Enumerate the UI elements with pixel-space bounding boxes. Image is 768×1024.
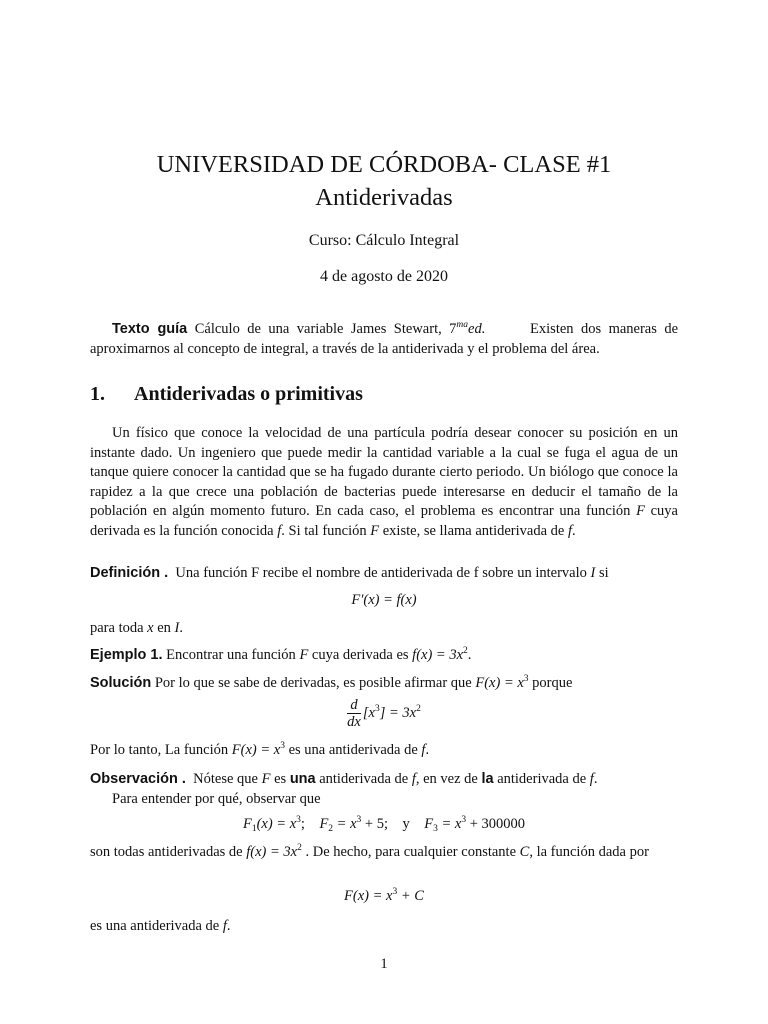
emphasis: una (289, 771, 316, 787)
text: son todas antiderivadas de (90, 844, 243, 860)
emphasis: la (481, 771, 494, 787)
edition-suffix: ed. (468, 321, 486, 337)
text: Por lo que se sabe de derivadas, es posible afirmar que (154, 675, 472, 691)
title-line-1: UNIVERSIDAD DE CÓRDOBA- CLASE #1 (156, 151, 612, 178)
var-f: f (222, 918, 227, 934)
text: es una antiderivada de (90, 918, 220, 934)
var-F: F (370, 522, 380, 539)
text: es (274, 771, 287, 787)
solution-conclusion (90, 741, 678, 761)
definition-text: si (599, 565, 609, 581)
intro-book: Cálculo de una variable James Stewart, 7 (194, 321, 457, 337)
math-expr: F (424, 816, 434, 832)
math-expr: F (319, 816, 329, 832)
exponent: 2 (297, 843, 302, 853)
text: y (402, 816, 410, 832)
definition-text: Una función F recibe el nombre de antiderivada de f sobre un intervalo (175, 565, 587, 581)
text: cuya derivada es (311, 647, 409, 663)
paragraph-text: cuya derivada es la función conocida (90, 503, 678, 539)
exponent: 3 (374, 703, 380, 714)
paragraph-text: . Si tal función (281, 522, 367, 539)
math-expr: + 5; (364, 816, 388, 832)
text: antiderivada de (319, 771, 409, 787)
var-f: f (421, 742, 426, 758)
text: Para entender por qué, observar que (112, 791, 321, 807)
text: . (593, 771, 598, 787)
text: para toda (90, 620, 144, 636)
var-f: f (411, 771, 416, 787)
exponent: 3 (461, 815, 467, 825)
exponent: 3 (356, 815, 362, 825)
exponent: 3 (523, 674, 529, 684)
intro-label: Texto guía (112, 321, 188, 337)
var-F: F (261, 771, 271, 787)
text: es una antiderivada de (288, 742, 418, 758)
var-F: F (636, 503, 645, 519)
date-line: 4 de agosto de 2020 (320, 268, 448, 285)
text: Nótese que (193, 771, 258, 787)
observation-line-2 (90, 790, 678, 810)
math-expr: = x (441, 816, 462, 832)
fraction-numerator: d (347, 697, 361, 714)
observation-paragraph (90, 770, 678, 790)
text: . (467, 647, 472, 663)
math-expr: [x (362, 704, 375, 721)
section-heading (90, 383, 363, 406)
math-expr: + 300000 (469, 816, 526, 832)
math-expr: F(x) = x (344, 888, 393, 904)
text: en (157, 620, 171, 636)
text: Encontrar una función (166, 647, 296, 663)
course-line: Curso: Cálculo Integral (308, 232, 460, 249)
document-title (90, 148, 678, 214)
text: . (425, 742, 430, 758)
text: , en vez de (415, 771, 478, 787)
var-I: I (590, 565, 596, 581)
math-expr: F(x) = x (475, 675, 524, 691)
paragraph-text: Un físico que conoce la velocidad de una partícula podría desear conocer su posición en un instante dado. Un ingeniero que puede medir la cantidad variable a la cual se fuga el agua de un tanque quiere conocer la cantidad que se ha fugado durante cierto periodo. Un biólogo que conoce la rapidez a la que crece una población de bacterias puede interesarse en deducir el tamaño de la población en algún momento futuro. En cada caso, el problema es encontrar una función (90, 425, 678, 519)
text: antiderivada de (497, 771, 587, 787)
var-I: I (174, 620, 180, 636)
math-expr: f(x) = 3x (412, 647, 464, 663)
edition-sup: ma (456, 320, 469, 330)
math-expr: + C (400, 888, 424, 904)
exponent: 2 (416, 703, 421, 714)
math-expr: = x (336, 816, 357, 832)
subscript: 3 (433, 824, 438, 834)
definition-equation (90, 592, 678, 609)
text: Por lo tanto, La función (90, 742, 229, 758)
equation-text: F′(x) = f(x) (351, 592, 417, 608)
var-f: f (277, 522, 282, 539)
solution-paragraph (90, 674, 678, 694)
observation-end (90, 917, 678, 937)
document-page (90, 0, 678, 1024)
math-expr: ] = 3x (379, 704, 417, 721)
math-expr: (x) = x (256, 816, 297, 832)
text: , la función dada por (529, 844, 649, 860)
general-antiderivative-equation (90, 888, 678, 905)
text: . (179, 620, 184, 636)
observation-label: Observación . (90, 771, 186, 787)
fraction-denominator: dx (347, 714, 361, 730)
solution-equation (90, 697, 678, 730)
var-f: f (589, 771, 594, 787)
var-f: f (567, 522, 572, 539)
math-expr: f(x) = 3x (246, 844, 298, 860)
intro-text: Existen dos maneras de aproximarnos al concepto de integral, a través de la antiderivada y el problema del área. (90, 321, 679, 357)
section-title: Antiderivadas o primitivas (134, 383, 363, 405)
solution-label: Solución (90, 675, 152, 691)
definition-after (90, 619, 678, 639)
paragraph-text: existe, se llama antiderivada de (382, 522, 565, 539)
exponent: 3 (280, 741, 285, 751)
section-paragraph (90, 424, 678, 541)
math-expr: F(x) = x (231, 742, 281, 758)
var-F: F (299, 647, 309, 663)
definition-paragraph (90, 564, 678, 584)
page-number: 1 (380, 956, 388, 972)
var-x: x (147, 620, 154, 636)
exponent: 3 (296, 815, 301, 825)
text: . De hecho, para cualquier constante (305, 844, 517, 860)
text: porque (532, 675, 573, 691)
title-line-2: Antiderivadas (315, 184, 453, 211)
var-C: C (519, 844, 530, 860)
paragraph-text: . (571, 522, 576, 539)
section-number: 1. (90, 383, 105, 405)
observation-paragraph-2 (90, 843, 678, 863)
text: . (226, 918, 231, 934)
example-paragraph (90, 646, 678, 666)
example-label: Ejemplo 1. (90, 647, 163, 663)
antiderivatives-equation: $F_1(x) = x^3$; $F_2 = x^3 + 5$; y $F_3 = x^3 + 300000$ (242, 815, 526, 834)
exponent: 3 (392, 887, 398, 897)
intro-paragraph (90, 320, 678, 359)
math-expr: F (242, 816, 252, 832)
subscript: 2 (328, 824, 334, 834)
derivative-fraction (347, 697, 361, 730)
exponent: 2 (463, 646, 468, 656)
definition-label: Definición . (90, 565, 169, 581)
subscript: 1 (251, 824, 257, 834)
